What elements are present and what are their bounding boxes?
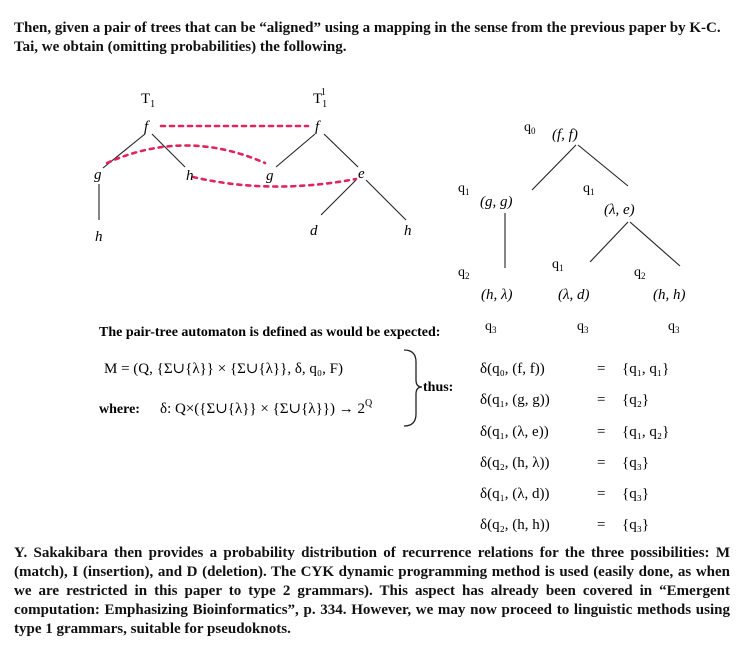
pair-tree-edges [505, 145, 680, 268]
right-tree-title: $T_11$ [313, 87, 327, 110]
rule-2-rhs: {q₂} [622, 392, 650, 408]
right-node-d: d [310, 223, 318, 239]
thus-label: thus: [423, 380, 454, 395]
left-node-g: g [94, 167, 102, 183]
right-node-f: f [315, 119, 320, 135]
rule-5-rhs: {q₃} [622, 486, 650, 502]
edge-f-e-right [324, 134, 358, 167]
pair-edge-root-n2 [578, 145, 628, 186]
pair-edge-n2-n4 [590, 222, 628, 262]
pair-edge-n2-n5 [630, 222, 680, 266]
pair-n3-label: (h, λ) [481, 287, 513, 303]
left-node-h-leaf: h [95, 229, 103, 245]
rule-2-lhs: δ(q₁, (g, g)) [480, 392, 550, 408]
rule-6-rhs: {q₃} [622, 517, 650, 533]
edge-e-h-right [366, 180, 406, 220]
automaton-caption: The pair-tree automaton is defined as would be expected: [99, 325, 441, 340]
pair-n2-state: $q_1$ [583, 181, 595, 197]
transition-signature: δ: Q×({Σ∪{λ}} × {Σ∪{λ}}) → $2^Q$ [160, 398, 373, 417]
pair-root-label: (f, f) [552, 127, 578, 143]
pair-n5-state: $q_2$ [634, 265, 646, 281]
pair-n4-label: (λ, d) [558, 287, 590, 303]
rule-5-lhs: δ(q₁, (λ, d)) [480, 486, 550, 502]
pair-n1-state: $q_1$ [458, 181, 470, 197]
rule-1-lhs: δ(q₀, (f, f)) [480, 361, 545, 377]
right-node-g: g [266, 168, 274, 184]
pair-n4-state: $q_1$ [552, 257, 564, 273]
pair-root-state: $q_0$ [524, 120, 536, 136]
rule-4-lhs: δ(q₂, (h, λ)) [480, 455, 550, 471]
left-node-f: f [144, 119, 149, 135]
intro-paragraph: Then, given a pair of trees that can be “aligned” using a mapping in the sense from the previous paper by K-C. Tai, we obtain (omitting probabilities) the following. [14, 20, 721, 55]
rule-4-eq: = [597, 455, 606, 471]
pair-n1-label: (g, g) [480, 194, 513, 210]
definition-brace [404, 350, 422, 426]
rule-6-lhs: δ(q₂, (h, h)) [480, 517, 550, 533]
transition-rules [480, 361, 669, 533]
mapping-h-e [193, 177, 356, 187]
pair-leaf-state-1: $q_3$ [485, 319, 497, 335]
rule-4-rhs: {q₃} [622, 455, 650, 471]
pair-n5-label: (h, h) [653, 287, 686, 303]
edge-f-g-right [276, 134, 315, 167]
pair-edge-root-n1 [532, 145, 576, 190]
rule-3-lhs: δ(q₁, (λ, e)) [480, 424, 549, 440]
rule-2-eq: = [597, 392, 606, 408]
where-label: where: [99, 402, 140, 417]
right-node-h: h [404, 223, 412, 239]
right-node-e: e [358, 166, 365, 182]
pair-leaf-state-2: $q_3$ [577, 319, 589, 335]
pair-n2-label: (λ, e) [604, 202, 635, 218]
left-node-h: h [186, 168, 194, 184]
rule-3-eq: = [597, 424, 606, 440]
rule-1-eq: = [597, 361, 606, 377]
edge-f-h-left [152, 134, 185, 167]
pair-leaf-state-3: $q_3$ [668, 319, 680, 335]
rule-3-rhs: {q₁, q₂} [622, 424, 670, 440]
rule-1-rhs: {q₁, q₁} [622, 361, 670, 377]
closing-paragraph: Y. Sakakibara then provides a probability distribution of recurrence relations for the three possibilities: M (match), I (insertion), and D (deletion). The CYK dynamic programming method is used (easily done, as when we are restricted in this paper to type 2 grammars). This aspect has already been covered in “Emergent computation: Emphasizing Bioinformatics”, p. 334. However, we may now proceed to linguistic methods using type 1 grammars, suitable for pseudoknots. [14, 545, 730, 637]
left-tree-title: $T_1$ [141, 91, 156, 110]
rule-6-eq: = [597, 517, 606, 533]
mapping-g-g [107, 146, 265, 164]
automaton-definition: M = (Q, {Σ∪{λ}} × {Σ∪{λ}}, δ, q₀, F) [104, 361, 343, 377]
pair-n3-state: $q_2$ [458, 265, 470, 281]
rule-5-eq: = [597, 486, 606, 502]
edge-e-d-right [321, 180, 356, 215]
